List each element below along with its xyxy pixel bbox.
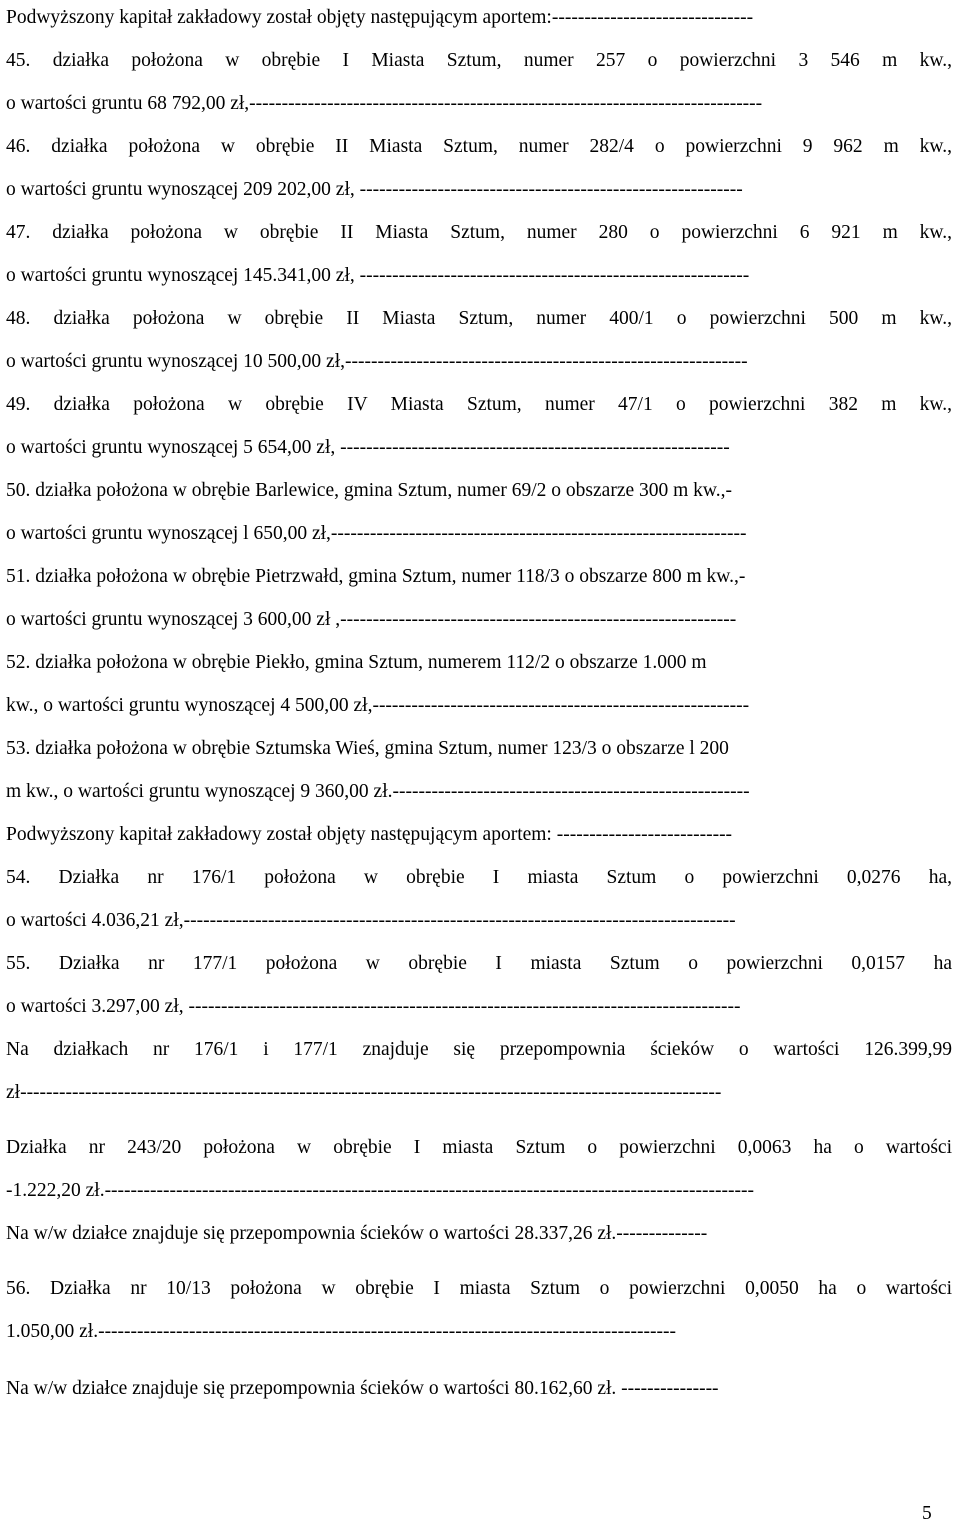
text-line-26: zł------------------------------------------------------------------------------------------------------------: [6, 1082, 722, 1103]
text-line-10: 49. działka położona w obrębie IV Miasta Sztum, numer 47/1 o powierzchni 382 m kw.,: [6, 394, 952, 415]
text-line-11: o wartości gruntu wynoszącej 5 654,00 zł, ------------------------------------------------------------: [6, 437, 730, 458]
text-line-27: Działka nr 243/20 położona w obrębie I miasta Sztum o powierzchni 0,0063 ha o wartości: [6, 1137, 952, 1158]
text-line-3: o wartości gruntu 68 792,00 zł,-------------------------------------------------------------------------------: [6, 93, 763, 114]
page-number: 5: [922, 1503, 932, 1524]
text-line-31: 1.050,00 zł.-----------------------------------------------------------------------------------------: [6, 1321, 677, 1342]
text-line-32: Na w/w działce znajduje się przepompownia ścieków o wartości 80.162,60 zł. ---------------: [6, 1378, 719, 1399]
text-line-22: o wartości 4.036,21 zł,-------------------------------------------------------------------------------------: [6, 910, 736, 931]
text-line-5: o wartości gruntu wynoszącej 209 202,00 zł, -----------------------------------------------------------: [6, 179, 743, 200]
text-line-4: 46. działka położona w obrębie II Miasta Sztum, numer 282/4 o powierzchni 9 962 m kw.,: [6, 136, 952, 157]
text-line-21: 54. Działka nr 176/1 położona w obrębie I miasta Sztum o powierzchni 0,0276 ha,: [6, 867, 952, 888]
text-line-16: 52. działka położona w obrębie Piekło, gmina Sztum, numerem 112/2 o obszarze 1.000 m: [6, 652, 707, 673]
text-line-25: Na działkach nr 176/1 i 177/1 znajduje się przepompownia ścieków o wartości 126.399,99: [6, 1039, 952, 1060]
text-line-1: Podwyższony kapitał zakładowy został objęty następującym aportem:-------------------------------: [6, 7, 754, 28]
text-line-17: kw., o wartości gruntu wynoszącej 4 500,00 zł,----------------------------------------------------------: [6, 695, 750, 716]
text-line-7: o wartości gruntu wynoszącej 145.341,00 zł, ------------------------------------------------------------: [6, 265, 750, 286]
text-line-28: -1.222,20 zł.----------------------------------------------------------------------------------------------------: [6, 1180, 754, 1201]
text-line-24: o wartości 3.297,00 zł, -------------------------------------------------------------------------------------: [6, 996, 741, 1017]
text-line-15: o wartości gruntu wynoszącej 3 600,00 zł ,-------------------------------------------------------------: [6, 609, 737, 630]
text-line-18: 53. działka położona w obrębie Sztumska Wieś, gmina Sztum, numer 123/3 o obszarze l 200: [6, 738, 729, 759]
text-line-2: 45. działka położona w obrębie I Miasta Sztum, numer 257 o powierzchni 3 546 m kw.,: [6, 50, 952, 71]
text-line-6: 47. działka położona w obrębie II Miasta Sztum, numer 280 o powierzchni 6 921 m kw.,: [6, 222, 952, 243]
text-line-29: Na w/w działce znajduje się przepompownia ścieków o wartości 28.337,26 zł.--------------: [6, 1223, 708, 1244]
text-line-20: Podwyższony kapitał zakładowy został objęty następującym aportem: ---------------------------: [6, 824, 733, 845]
text-line-14: 51. działka położona w obrębie Pietrzwałd, gmina Sztum, numer 118/3 o obszarze 800 m kw.,-: [6, 566, 746, 587]
text-line-8: 48. działka położona w obrębie II Miasta Sztum, numer 400/1 o powierzchni 500 m kw.,: [6, 308, 952, 329]
text-line-23: 55. Działka nr 177/1 położona w obrębie I miasta Sztum o powierzchni 0,0157 ha: [6, 953, 952, 974]
text-line-9: o wartości gruntu wynoszącej 10 500,00 zł,--------------------------------------------------------------: [6, 351, 748, 372]
text-line-19: m kw., o wartości gruntu wynoszącej 9 360,00 zł.-------------------------------------------------------: [6, 781, 750, 802]
text-line-13: o wartości gruntu wynoszącej l 650,00 zł,----------------------------------------------------------------: [6, 523, 747, 544]
text-line-30: 56. Działka nr 10/13 położona w obrębie I miasta Sztum o powierzchni 0,0050 ha o wartości: [6, 1278, 952, 1299]
text-line-12: 50. działka położona w obrębie Barlewice, gmina Sztum, numer 69/2 o obszarze 300 m kw.,-: [6, 480, 732, 501]
